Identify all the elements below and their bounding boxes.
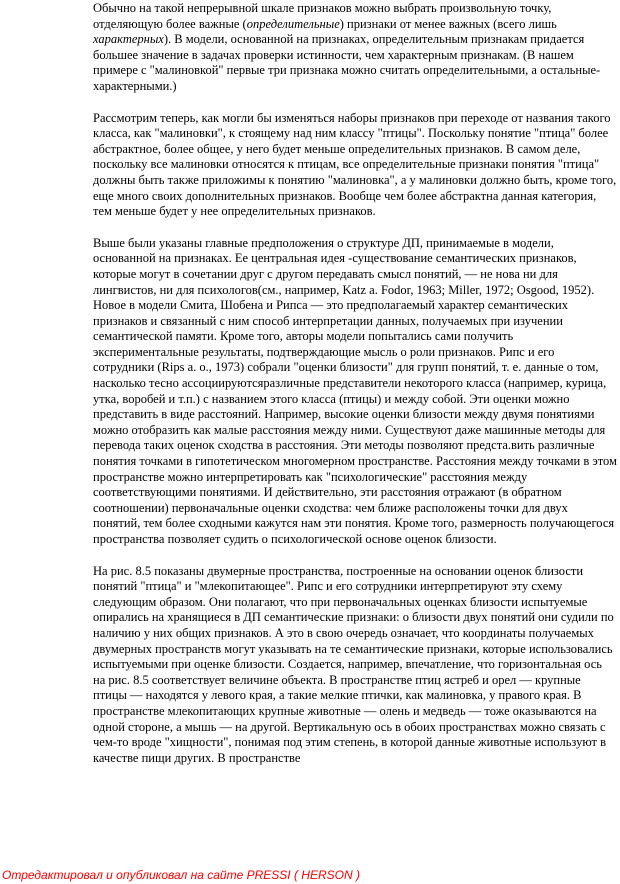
paragraph [93, 111, 617, 220]
paragraph [93, 236, 617, 548]
paragraph [93, 1, 617, 95]
italic-term: характерных [93, 32, 164, 47]
paragraph [93, 564, 617, 767]
publisher-footer: Отредактировал и опубликовал на сайте PRESSI ( HERSON ) [2, 868, 360, 882]
text-run: Выше были указаны главные предположения о структуре ДП, принимаемые в модели, основанной на признаках. Ее центральная идея -существование семантических признаков, которые могут в сочетании друг с другом передавать смысл понятий, — не нова ни для лингвистов, ни для психологов(см., например, Katz a. Fodor, 1963; Miller, 1972; Osgood, 1952). Новое в модели Смита, Шобена и Рипса — это предполагаемый характер семантических признаков и связанный с ним способ интерпретации данных, получаемых при изучении семантической памяти. Кроме того, авторы модели попытались сами получить экспериментальные результаты, подтверждающие мысль о роли признаков. Рипс и его сотрудники (Rips a. o., 1973) собрали "оценки близости" для групп понятий, т. е. данные о том, насколько тесно ассоциируютсяразличные представители некоторого класса (например, курица, утка, воробей и т.п.) с названием этого класса (птицы) и между собой. Эти оценки можно представить в виде расстояний. Например, высокие оценки близости между двумя понятиями можно отобразить как малые расстояния между ними. Существуют даже машинные методы для перевода таких оценок сходства в расстояния. Эти методы позволяют предста.вить различные понятия точками в гипотетическом многомерном пространстве. Расстояния между точками в этом пространстве можно интерпретировать как "психологические" расстояния между соответствующими понятиями. И действительно, эти расстояния отражают (в обратном соотношении) первоначальные оценки сходства: чем ближе расположены точки для двух понятий, тем более сходными кажутся нам эти понятия. Кроме того, размерность получающегося пространства позволяет судить о психологической основе оценок близости. [93, 235, 617, 546]
text-run: На рис. 8.5 показаны двумерные пространства, построенные на основании оценок близости понятий "птица" и "млекопитающее". Рипс и его сотрудники интерпретируют эту схему следующим образом. Они полагают, что при первоначальных оценках близости испытуемые опирались на хранящиеся в ДП семантические признаки: о близости двух понятий они судили по наличию у них общих признаков. А это в свою очередь означает, что координаты получаемых двумерных пространств могут указывать на те семантические признаки, которые использовались испытуемыми при оценке близости. Создается, например, впечатление, что горизонтальная ось на рис. 8.5 соответствует величине объекта. В пространстве птиц ястреб и орел — крупные птицы — находятся у левого края, а такие мелкие птички, как малиновка, у правого края. В пространстве млекопитающих крупные животные — олень и медведь — тоже оказываются на одной стороне, а мышь — на другой. Вертикальную ось в обоих пространствах можно связать с чем-то вроде "хищности", понимая под этим степень, в которой данные животные используют в качестве пищи других. В пространстве [93, 563, 614, 765]
text-run: Рассмотрим теперь, как могли бы изменяться наборы признаков при переходе от названия такого класса, как "малиновки", к стоящему над ним классу "птицы". Поскольку понятие "птица" более абстрактное, более общее, у него будет меньше определительных признаков. В самом деле, поскольку все малиновки относятся к птицам, все определительные признаки понятия "птица" должны быть также приложимы к понятию "малиновка", а у малиновки должно быть, кроме того, еще много своих дополнительных признаков. Вообще чем более абстрактна данная категория, тем меньше будет у нее определительных признаков. [93, 110, 617, 219]
text-run: ) признаки от менее важных (всего лишь [339, 16, 557, 31]
text-run: ). В модели, основанной на признаках, определительным признакам придается большее значение в задачах проверки истинности, чем характерным признакам. (В нашем примере с "малиновкой" первые три признака можно считать определительными, а остальные-характерными.) [93, 32, 601, 93]
document-body [93, 1, 617, 782]
text-run: Обычно на такой непрерывной шкале признаков можно выбрать произвольную точку, отделяющую более важные ( [93, 1, 552, 31]
italic-term: определительные [246, 16, 340, 31]
